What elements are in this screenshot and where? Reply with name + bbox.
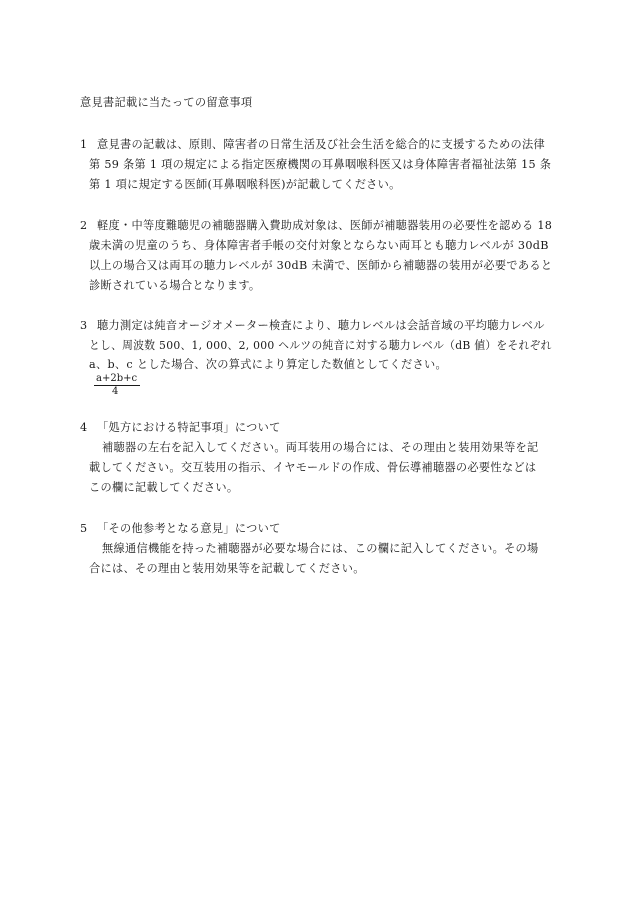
section-2-line-3: 以上の場合又は両耳の聴力レベルが 30dB 未満で、医師から補聴器の装用が必要であると (89, 259, 553, 272)
section-2-line-1: 軽度・中等度難聴児の補聴器購入費助成対象は、医師が補聴器装用の必要性を認める 18 (97, 219, 553, 232)
section-3-number: 3 (80, 319, 88, 332)
section-3-line-1: 聴力測定は純音オージオメーター検査により、聴力レベルは会話音域の平均聴力レベル (97, 319, 545, 332)
section-1-number: 1 (80, 138, 88, 151)
section-4-number: 4 (80, 421, 88, 434)
section-4-line-1: 補聴器の左右を記入してください。両耳装用の場合には、その理由と装用効果等を記 (102, 441, 539, 454)
document-title: 意見書記載に当たっての留意事項 (80, 96, 253, 109)
section-2-number: 2 (80, 219, 88, 232)
section-1-line-1: 意見書の記載は、原則、障害者の日常生活及び社会生活を総合的に支援するための法律 (97, 138, 546, 151)
section-5-line-1: 無線通信機能を持った補聴器が必要な場合には、この欄に記入してください。その場 (102, 542, 539, 555)
section-5-heading: 「その他参考となる意見」について (97, 522, 281, 535)
section-4-line-3: この欄に記載してください。 (89, 481, 239, 494)
section-3-line-2: とし、周波数 500、1, 000、2, 000 ヘルツの純音に対する聴力レベル（dB 値）をそれぞれ (89, 339, 552, 352)
section-5-line-2: 合には、その理由と装用効果等を記載してください。 (89, 562, 365, 575)
section-2-line-4: 診断されている場合となります。 (89, 279, 261, 292)
formula-numerator: a+2b+c (96, 373, 138, 384)
section-3-line-3: a、b、c とした場合、次の算式により算定した数値としてください。 (89, 358, 447, 371)
formula-denominator: 4 (112, 386, 119, 397)
section-4-heading: 「処方における特記事項」について (97, 421, 281, 434)
section-2-line-2: 歳未満の児童のうち、身体障害者手帳の交付対象とならない両耳とも聴力レベルが 30dB (89, 239, 549, 252)
section-1-line-3: 第 1 項に規定する医師(耳鼻咽喉科医)が記載してください。 (89, 178, 401, 191)
section-4-line-2: 載してください。交互装用の指示、イヤモールドの作成、骨伝導補聴器の必要性などは (89, 461, 537, 474)
section-1-line-2: 第 59 条第 1 項の規定による指定医療機関の耳鼻咽喉科医又は身体障害者福祉法第 15 条 (89, 158, 552, 171)
section-5-number: 5 (80, 522, 88, 535)
